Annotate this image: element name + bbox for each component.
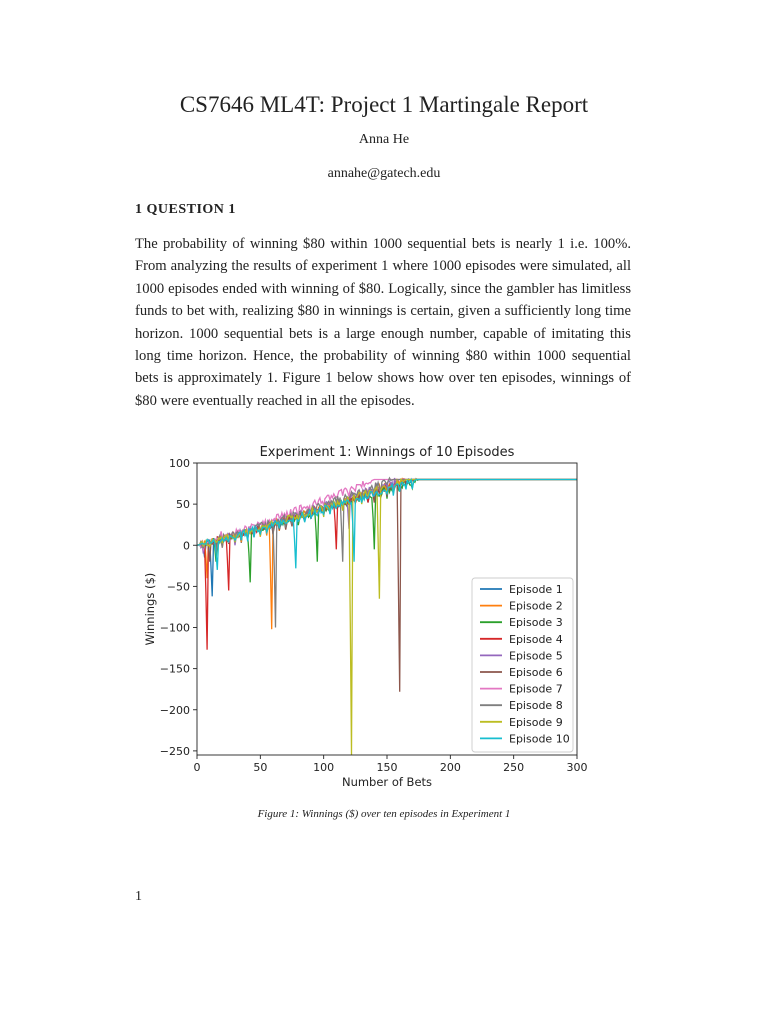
y-tick-label: −200: [159, 703, 190, 717]
body-paragraph: The probability of winning $80 within 1000 sequential bets is nearly 1 i.e. 100%. From analyzing the results of experiment 1 where 1000 episodes were simulated, all 1000 episodes ended with winning of $80. Logically, since the gambler has limitless funds to bet with, realizing $80 in winnings is certain, given a sufficiently long time horizon. 1000 sequential bets is a large enough number, capable of imitating this long time horizon. Hence, the probability of winning $80 within 1000 sequential bets is approximately 1. Figure 1 below shows how over ten episodes, winnings of $80 were eventually reached in all the episodes.: [135, 236, 631, 409]
x-tick-label: 50: [253, 761, 268, 774]
y-tick-label: −250: [159, 744, 190, 758]
y-tick-label: 100: [169, 457, 190, 470]
legend-label: Episode 2: [509, 599, 563, 613]
y-axis-label: Winnings ($): [143, 572, 157, 646]
paper-title: CS7646 ML4T: Project 1 Martingale Report: [179, 92, 589, 117]
x-tick-label: 0: [193, 761, 201, 774]
author-name: Anna He: [358, 132, 410, 147]
x-tick-label: 250: [503, 761, 525, 774]
legend-label: Episode 4: [509, 632, 563, 646]
chart-legend: [472, 578, 573, 752]
chart-title: Experiment 1: Winnings of 10 Episodes: [259, 445, 515, 460]
figure-caption: Figure 1: Winnings ($) over ten episodes in Experiment 1: [257, 808, 511, 820]
legend-label: Episode 7: [509, 682, 563, 696]
y-tick-label: 50: [176, 498, 190, 512]
legend-label: Episode 1: [509, 583, 563, 596]
legend-label: Episode 3: [509, 616, 563, 630]
legend-label: Episode 6: [509, 666, 563, 679]
y-tick-label: −100: [159, 621, 190, 635]
legend-label: Episode 5: [509, 649, 563, 663]
x-tick-label: 100: [313, 761, 335, 774]
page-number: 1: [135, 889, 142, 904]
y-tick-label: −150: [159, 662, 190, 676]
winnings-line-chart: [135, 435, 595, 800]
y-tick-label: 0: [183, 539, 190, 553]
legend-label: Episode 10: [509, 732, 570, 746]
x-tick-label: 150: [376, 761, 398, 774]
author-email[interactable]: annahe@gatech.edu: [327, 166, 441, 181]
section-heading: 1 QUESTION 1: [135, 202, 236, 217]
y-tick-label: −50: [166, 580, 190, 594]
x-tick-label: 300: [566, 761, 588, 774]
legend-label: Episode 9: [509, 715, 563, 729]
legend-label: Episode 8: [509, 699, 563, 713]
x-axis-label: Number of Bets: [341, 775, 433, 789]
x-tick-label: 200: [439, 761, 461, 774]
